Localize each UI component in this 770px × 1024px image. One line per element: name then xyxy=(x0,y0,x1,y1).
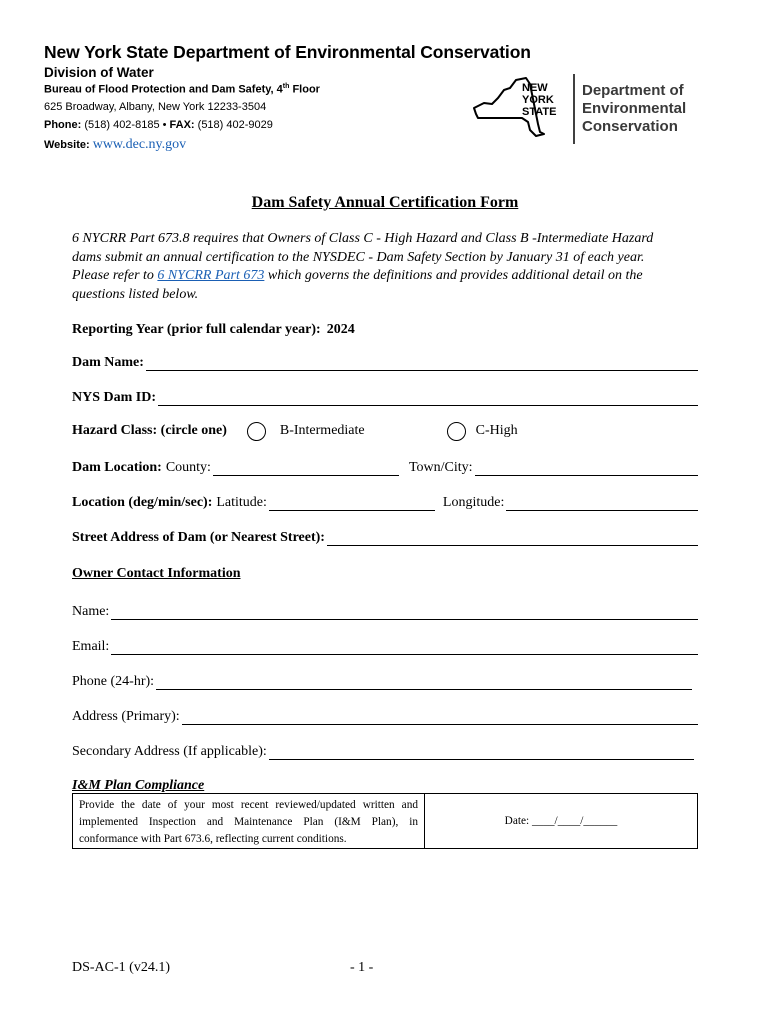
dam-name-label: Dam Name: xyxy=(72,355,144,370)
owner-phone-row xyxy=(72,670,692,690)
latitude-label: Latitude: xyxy=(216,495,267,510)
owner-address-label: Address (Primary): xyxy=(72,709,180,724)
owner-phone-label: Phone (24-hr): xyxy=(72,674,155,689)
owner-secondary-address-label: Secondary Address (If applicable): xyxy=(72,744,267,759)
logo-new: NEW xyxy=(522,82,548,94)
dam-location-row xyxy=(72,456,698,476)
fax-number: (518) 402-9029 xyxy=(194,119,273,131)
street-address-field[interactable] xyxy=(327,530,698,546)
owner-name-field[interactable] xyxy=(111,604,698,620)
street-address-label: Street Address of Dam (or Nearest Street): xyxy=(72,530,325,545)
dam-name-field[interactable] xyxy=(146,355,698,371)
longitude-label: Longitude: xyxy=(442,495,505,510)
longitude-field[interactable] xyxy=(506,495,698,511)
dam-id-row xyxy=(72,386,698,406)
logo-state: STATE xyxy=(522,106,557,118)
county-label: County: xyxy=(165,460,211,475)
dam-name-row xyxy=(72,351,698,371)
owner-name-label: Name: xyxy=(72,604,110,619)
owner-address-row xyxy=(72,705,698,725)
coordinates-label: Location (deg/min/sec): xyxy=(72,495,213,510)
logo-york: YORK xyxy=(522,94,554,106)
reporting-year-label: Reporting Year (prior full calendar year): xyxy=(72,322,321,337)
intro-text-1: 6 NYCRR Part 673.8 requires that Owners of Class C - High Hazard and Class B -Intermediate Hazard dams submit an annual certification to the NYSDEC - Dam Safety Section by January 31 of each year. Please refer to xyxy=(72,231,654,283)
nys-dec-logo xyxy=(470,70,710,150)
owner-contact-heading: Owner Contact Information xyxy=(72,566,241,581)
dam-id-label: NYS Dam ID: xyxy=(72,390,156,405)
hazard-b-label: B-Intermediate xyxy=(279,423,365,438)
floor-text: Floor xyxy=(289,83,320,96)
dam-id-field[interactable] xyxy=(158,390,698,406)
hazard-c-label: C-High xyxy=(475,423,518,438)
owner-secondary-address-row xyxy=(72,740,694,760)
fax-label: FAX: xyxy=(169,119,195,131)
street-address-row xyxy=(72,526,698,546)
coordinates-row xyxy=(72,491,698,511)
county-field[interactable] xyxy=(213,460,399,476)
phone-number: (518) 402-8185 • xyxy=(81,119,170,131)
reporting-year-value: 2024 xyxy=(326,322,355,337)
intro-paragraph xyxy=(72,230,682,304)
owner-email-field[interactable] xyxy=(111,639,698,655)
latitude-field[interactable] xyxy=(269,495,435,511)
website-line xyxy=(44,137,186,153)
form-id: DS-AC-1 (v24.1) xyxy=(72,960,170,975)
town-label: Town/City: xyxy=(408,460,473,475)
agency-name: New York State Department of Environmental Conservation xyxy=(44,42,531,62)
phone-label: Phone: xyxy=(44,119,82,131)
owner-secondary-address-field[interactable] xyxy=(269,744,694,760)
logo-dept-line2: Environmental xyxy=(582,100,687,117)
intro-text-2: which governs the definitions and provides additional detail on the questions listed below. xyxy=(72,268,643,302)
im-plan-date-field[interactable]: Date: ____/____/______ xyxy=(504,815,618,827)
office-address: 625 Broadway, Albany, New York 12233-3504 xyxy=(44,101,267,113)
dam-location-label: Dam Location: xyxy=(72,460,162,475)
hazard-class-label: Hazard Class: (circle one) xyxy=(72,423,227,438)
owner-name-row xyxy=(72,600,698,620)
logo-dept-line3: Conservation xyxy=(582,118,678,135)
page-number: - 1 - xyxy=(350,960,374,975)
owner-email-label: Email: xyxy=(72,639,110,654)
regulation-link[interactable]: 6 NYCRR Part 673 xyxy=(157,268,265,283)
website-link[interactable]: www.dec.ny.gov xyxy=(92,137,187,152)
im-plan-description: Provide the date of your most recent reviewed/updated written and implemented Inspection and Maintenance Plan (I&M Plan), in conformance with Part 673.6, reflecting current conditions. xyxy=(73,794,425,848)
reporting-year-row xyxy=(72,318,698,338)
owner-address-field[interactable] xyxy=(182,709,698,725)
division-name: Division of Water xyxy=(44,65,154,80)
form-title: Dam Safety Annual Certification Form xyxy=(251,194,519,211)
im-plan-table xyxy=(72,793,698,849)
town-field[interactable] xyxy=(475,460,698,476)
floor-superscript: th xyxy=(282,83,290,90)
im-plan-heading: I&M Plan Compliance xyxy=(72,778,205,793)
logo-dept-line1: Department of xyxy=(582,82,684,99)
owner-phone-field[interactable] xyxy=(156,674,692,690)
hazard-c-radio[interactable] xyxy=(447,422,466,441)
bureau-name xyxy=(44,83,320,96)
hazard-class-row xyxy=(72,419,698,443)
hazard-b-radio[interactable] xyxy=(247,422,266,441)
contact-numbers xyxy=(44,119,273,131)
owner-email-row xyxy=(72,635,698,655)
bureau-text: Bureau of Flood Protection and Dam Safety, 4 xyxy=(44,83,283,96)
website-label: Website: xyxy=(44,139,90,151)
